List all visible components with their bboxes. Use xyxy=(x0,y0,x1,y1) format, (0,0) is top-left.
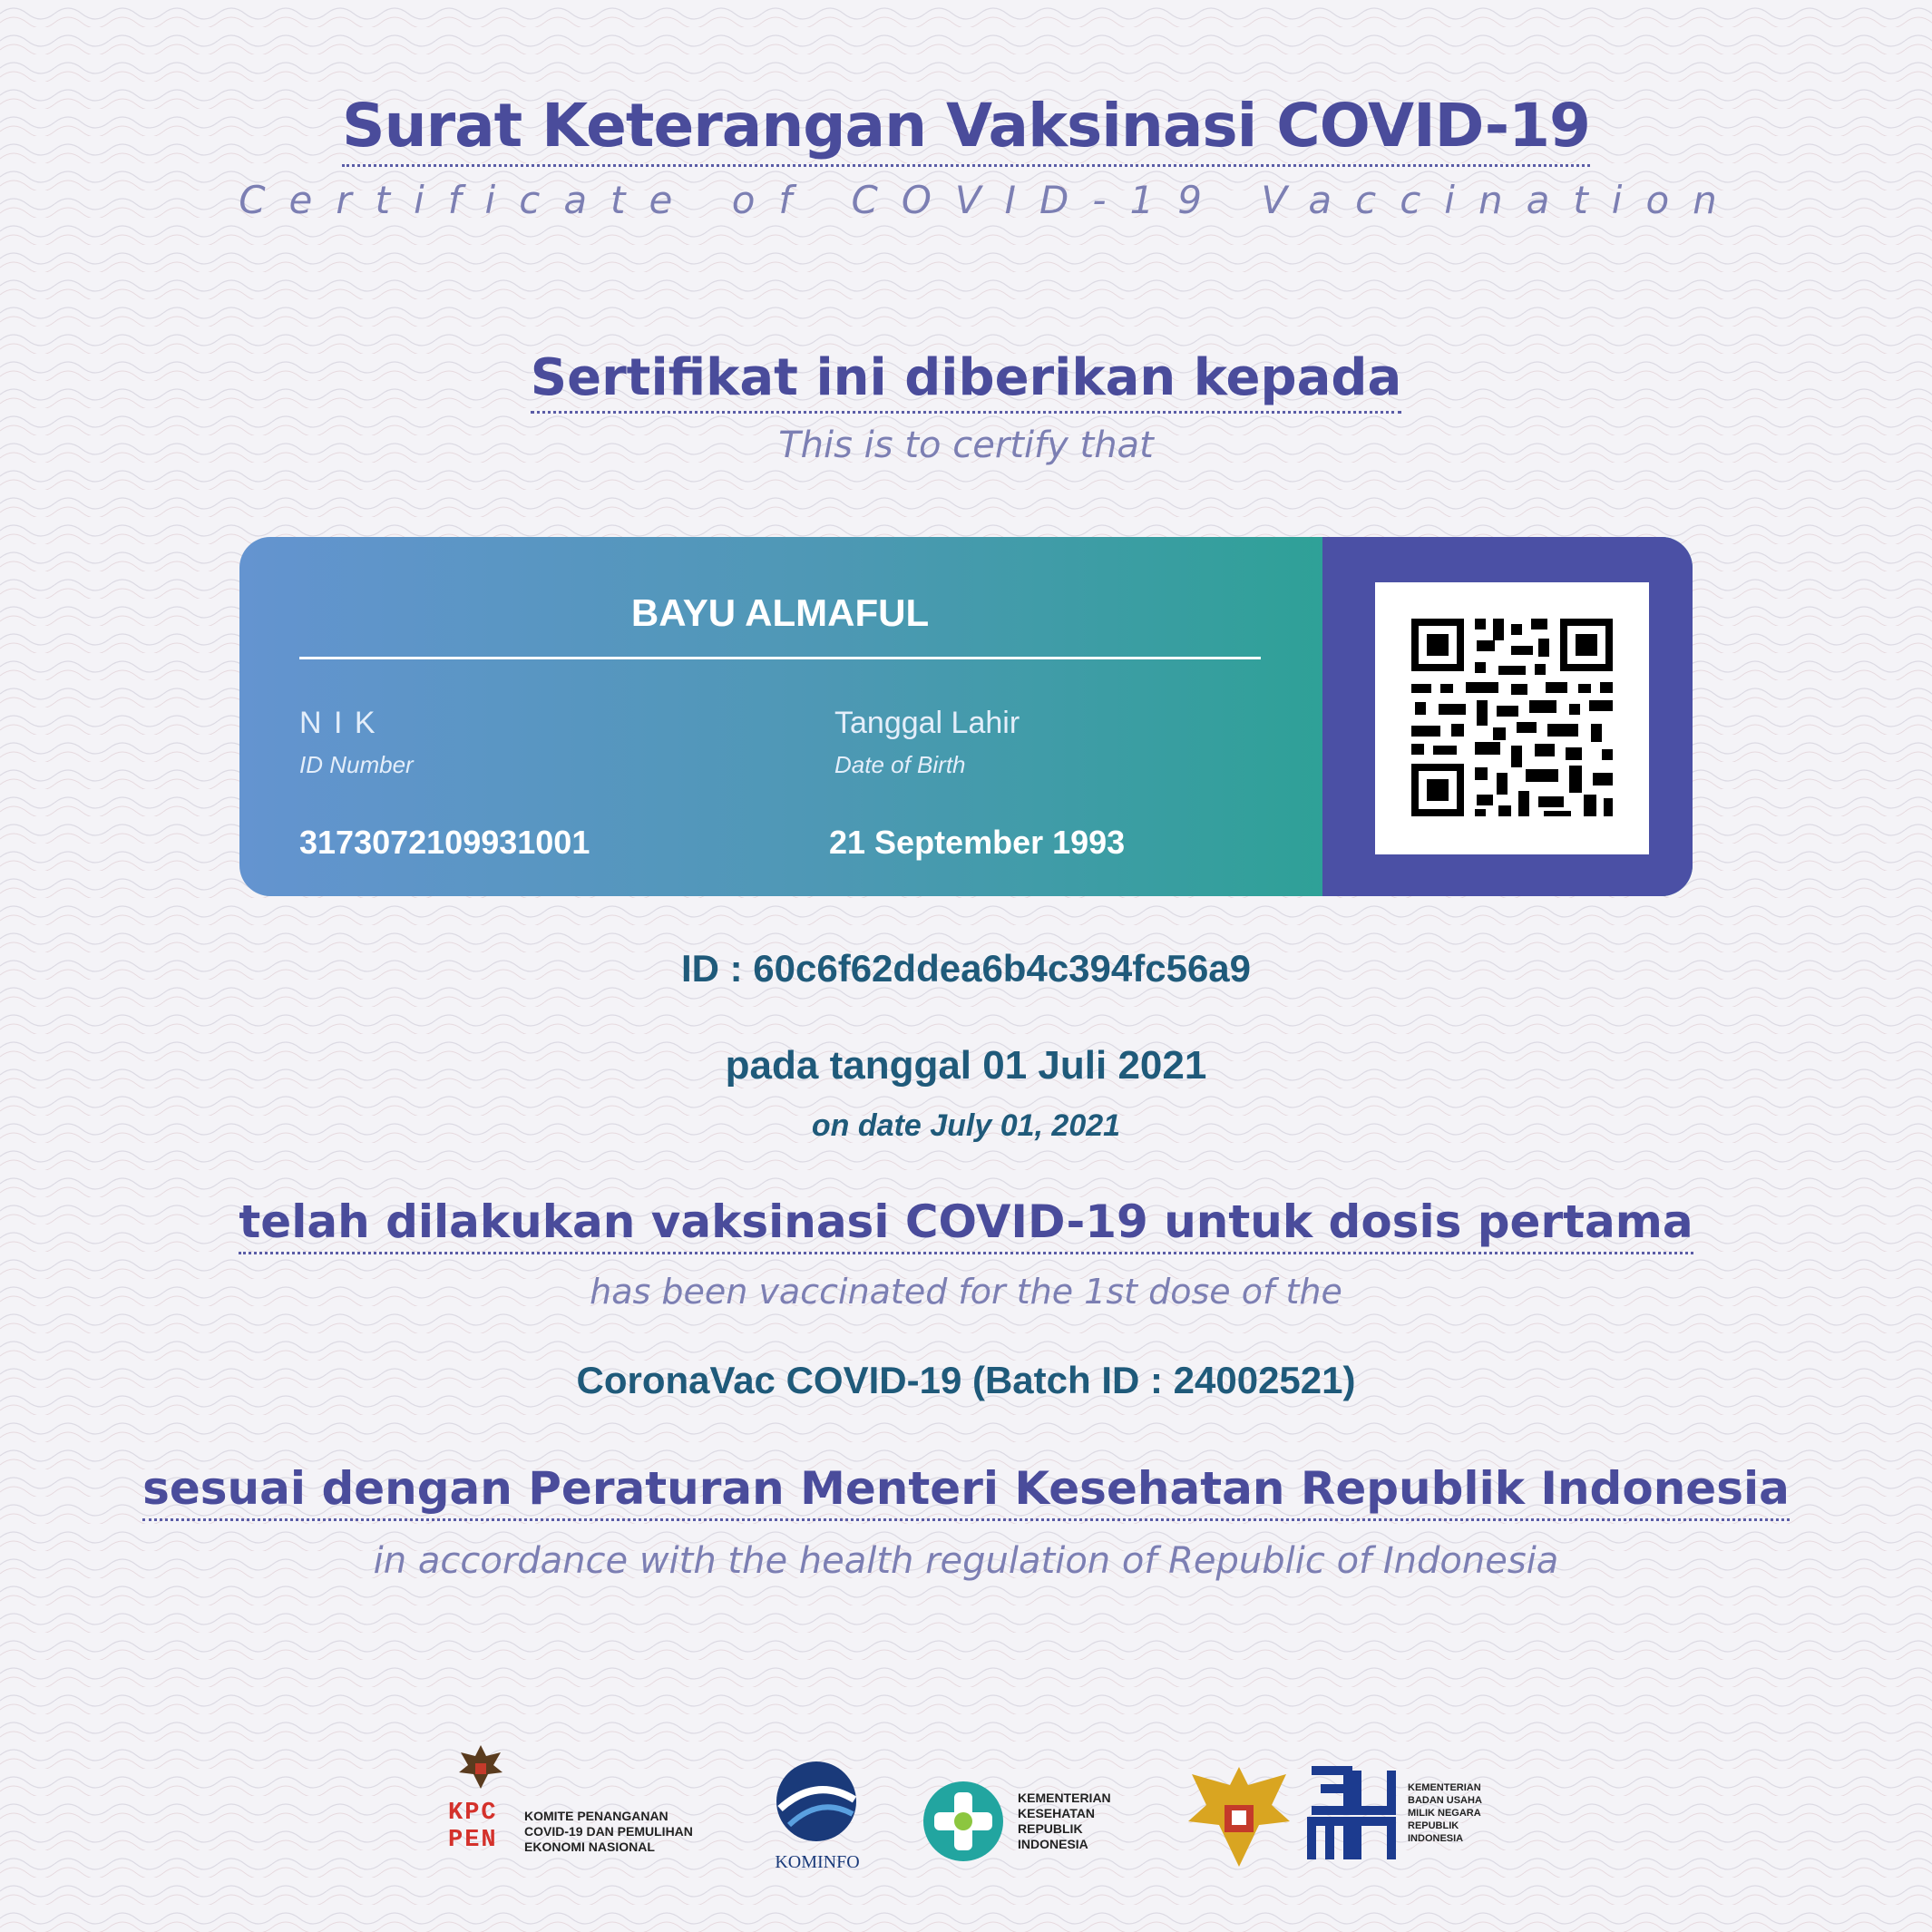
vaccinated-text: telah dilakukan vaksinasi COVID-19 untuk dosis pertama xyxy=(239,1195,1693,1254)
kpcpen-text-line: KOMITE PENANGANAN xyxy=(524,1809,668,1823)
bumn-mark-icon xyxy=(1306,1765,1397,1867)
bumn-text-line: REPUBLIK xyxy=(1408,1820,1459,1831)
kominfo-text: KOMINFO xyxy=(775,1852,860,1872)
bumn-text-line: INDONESIA xyxy=(1408,1833,1464,1844)
regulation-subheading: in accordance with the health regulation of Republic of Indonesia xyxy=(373,1540,1559,1582)
identity-card xyxy=(239,537,1693,896)
garuda-pancasila-icon xyxy=(1185,1758,1293,1876)
given-to-text: Sertifikat ini diberikan kepada xyxy=(531,348,1401,414)
kemenkes-logo xyxy=(920,1778,1128,1869)
kpcpen-logo xyxy=(448,1740,720,1876)
qr-code-icon xyxy=(1375,582,1649,854)
kpcpen-text-line: EKONOMI NASIONAL xyxy=(524,1839,655,1854)
vaccinated-heading xyxy=(0,1195,1932,1254)
regulation-text: sesuai dengan Peraturan Menteri Kesehatan Republik Indonesia xyxy=(142,1462,1790,1521)
kominfo-logo xyxy=(767,1758,867,1885)
dob-label: Tanggal Lahir xyxy=(834,706,1020,740)
vaccinated-subheading: has been vaccinated for the 1st dose of the xyxy=(590,1272,1342,1312)
garuda-small-icon xyxy=(454,1740,508,1794)
kpcpen-text-line: COVID-19 DAN PEMULIHAN xyxy=(524,1824,693,1839)
kemenkes-text-line: KESEHATAN xyxy=(1018,1806,1096,1820)
kemenkes-text-line: KEMENTERIAN xyxy=(1018,1791,1111,1805)
title-text: Surat Keterangan Vaksinasi COVID-19 xyxy=(342,91,1590,167)
kpcpen-text xyxy=(524,1809,693,1855)
nik-label: N I K xyxy=(299,706,377,740)
qr-code-container[interactable] xyxy=(1375,582,1649,854)
dob-sublabel: Date of Birth xyxy=(834,751,966,778)
bumn-logo xyxy=(1306,1765,1506,1874)
kominfo-globe-icon xyxy=(773,1758,860,1845)
page-title xyxy=(0,91,1932,167)
bumn-text-line: BADAN USAHA xyxy=(1408,1795,1482,1806)
vaccine-name: CoronaVac COVID-19 (Batch ID : 24002521) xyxy=(576,1359,1356,1401)
kemenkes-text-line: INDONESIA xyxy=(1018,1837,1088,1851)
garuda-pancasila-logo xyxy=(1185,1758,1293,1876)
vaccination-date-english: on date July 01, 2021 xyxy=(811,1108,1121,1143)
bumn-text-line: MILIK NEGARA xyxy=(1408,1808,1481,1819)
regulation-heading xyxy=(0,1462,1932,1521)
qr-panel xyxy=(1322,537,1693,896)
kpcpen-mark: KPC PEN xyxy=(448,1800,498,1854)
kemenkes-emblem-icon xyxy=(920,1778,1007,1865)
nik-sublabel: ID Number xyxy=(299,751,414,778)
bumn-text-line: KEMENTERIAN xyxy=(1408,1782,1481,1793)
kemenkes-text-line: REPUBLIK xyxy=(1018,1821,1083,1836)
certificate-id: ID : 60c6f62ddea6b4c394fc56a9 xyxy=(680,947,1252,990)
certify-subheading: This is to certify that xyxy=(778,424,1154,466)
holder-name: BAYU ALMAFUL xyxy=(630,591,930,634)
given-to-heading xyxy=(0,348,1932,414)
kemenkes-text xyxy=(1018,1791,1111,1852)
bumn-text xyxy=(1408,1781,1482,1845)
page-subtitle: Certificate of COVID-19 Vaccination xyxy=(239,178,1741,222)
vaccination-date: pada tanggal 01 Juli 2021 xyxy=(725,1043,1207,1088)
name-divider xyxy=(299,657,1261,659)
nik-value: 3173072109931001 xyxy=(299,824,590,861)
dob-value: 21 September 1993 xyxy=(829,824,1126,861)
